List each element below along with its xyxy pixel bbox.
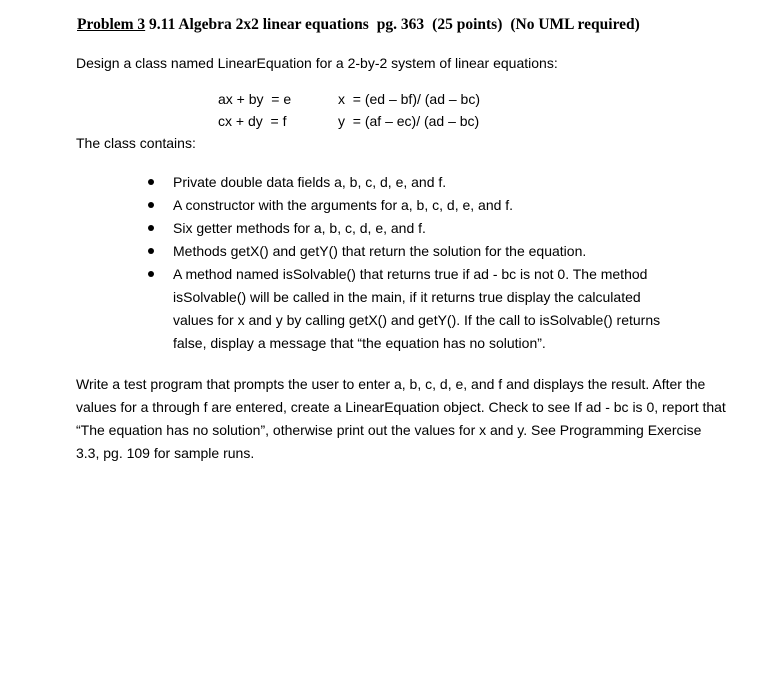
bullet-icon [148, 271, 154, 277]
list-item-text: A method named isSolvable() that returns true if ad - bc is not 0. The method isSolvable() will be called in the main, if it returns true display the calculated values for x and y by calling getX() and getY(). If the call to isSolvable() returns false, display a message that “the equation has no solution”. [173, 266, 661, 351]
problem-label: Problem 3 [77, 16, 146, 33]
list-item [148, 194, 708, 217]
list-item [148, 263, 683, 355]
equation-left-2: cx + dy = f [218, 113, 287, 129]
list-item-text: Private double data fields a, b, c, d, e, and f. [173, 174, 447, 190]
bullet-icon [148, 202, 154, 208]
list-item-text: Six getter methods for a, b, c, d, e, and f. [173, 220, 426, 236]
equation-right-2: y = (af – ec)/ (ad – bc) [338, 113, 480, 129]
page-reference: pg. 363 [376, 16, 425, 33]
list-item [148, 171, 708, 194]
problem-title [77, 16, 640, 34]
uml-note: (No UML required) [510, 16, 640, 33]
bullet-icon [148, 248, 154, 254]
problem-topic: 9.11 Algebra 2x2 linear equations [149, 16, 369, 33]
list-item [148, 240, 708, 263]
test-program-paragraph: Write a test program that prompts the user to enter a, b, c, d, e, and f and displays the result. After the values for a through f are entered, create a LinearEquation object. Check to see If ad - bc is 0, report that “The equation has no solution”, otherwise print out the values for x and y. See Programming Exercise 3.3, pg. 109 for sample runs. [76, 376, 726, 461]
requirements-list [148, 171, 708, 355]
list-item-text: Methods getX() and getY() that return the solution for the equation. [173, 243, 587, 259]
points-label: (25 points) [432, 16, 503, 33]
class-contains-label: The class contains: [76, 135, 196, 151]
equation-right-1: x = (ed – bf)/ (ad – bc) [338, 91, 481, 107]
list-item-text: A constructor with the arguments for a, b, c, d, e, and f. [173, 197, 514, 213]
equation-left-1: ax + by = e [218, 91, 292, 107]
intro-text: Design a class named LinearEquation for a 2-by-2 system of linear equations: [76, 55, 558, 71]
bullet-icon [148, 179, 154, 185]
bullet-icon [148, 225, 154, 231]
list-item [148, 217, 708, 240]
